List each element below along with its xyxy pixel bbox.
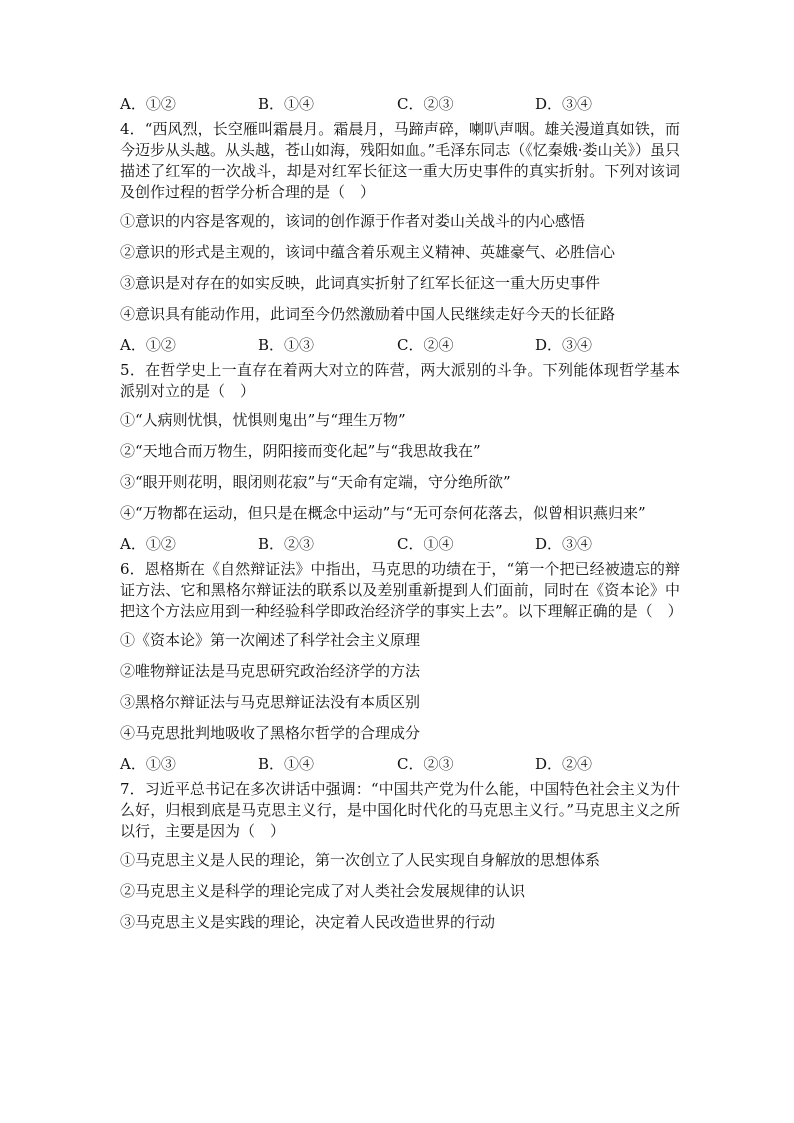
option-b[interactable]: B．②③ xyxy=(258,535,315,553)
q7-statement-1: ①马克思主义是人民的理论，第一次创立了人民实现自身解放的思想体系 xyxy=(120,851,601,869)
question-4-text: 4．“西风烈，长空雁叫霜晨月。霜晨月，马蹄声碎，喇叭声咽。雄关漫道真如铁，而今迈步从头越。从头越，苍山如海，残阳如血。”毛泽东同志（《忆秦娥·娄山关》）虽只描述了红军的一次战斗，却是对红军长征这一重大历史事件的真实折射。下列对该词及创作过程的哲学分析合理的是（ ） xyxy=(120,120,680,201)
q5-statement-4: ④“万物都在运动，但只是在概念中运动”与“无可奈何花落去，似曾相识燕归来” xyxy=(120,504,646,522)
option-a[interactable]: A．①③ xyxy=(120,755,176,773)
q7-statement-2: ②马克思主义是科学的理论完成了对人类社会发展规律的认识 xyxy=(120,882,526,900)
question-7 xyxy=(120,779,680,934)
option-d[interactable]: D．②④ xyxy=(535,755,593,773)
question-7-text: 7．习近平总书记在多次讲话中强调：“中国共产党为什么能，中国特色社会主义为什么好，归根到底是马克思主义行，是中国化时代化的马克思主义行。”马克思主义之所以行，主要是因为（ ） xyxy=(120,780,680,840)
question-4 xyxy=(120,119,680,357)
q4-options xyxy=(120,333,680,357)
question-6 xyxy=(120,559,683,776)
option-b[interactable]: B．①④ xyxy=(258,95,315,113)
q4-statement-1: ①意识的内容是客观的，该词的创作源于作者对娄山关战斗的内心感悟 xyxy=(120,212,586,230)
option-a[interactable]: A．①② xyxy=(120,336,176,354)
option-d[interactable]: D．③④ xyxy=(535,336,593,354)
q5-options xyxy=(120,532,680,556)
q6-options xyxy=(120,752,680,776)
q4-statement-4: ④意识具有能动作用，此词至今仍然激励着中国人民继续走好今天的长征路 xyxy=(120,305,616,323)
option-b[interactable]: B．①④ xyxy=(258,755,315,773)
option-c[interactable]: C．②④ xyxy=(397,336,454,354)
q6-statement-4: ④马克思批判地吸收了黑格尔哲学的合理成分 xyxy=(120,724,421,742)
exam-page xyxy=(120,92,683,941)
q5-statement-3: ③“眼开则花明，眼闭则花寂”与“天命有定端，守分绝所欲” xyxy=(120,473,511,491)
option-c[interactable]: C．②③ xyxy=(397,755,454,773)
q3-options xyxy=(120,92,680,116)
option-a[interactable]: A．①② xyxy=(120,95,176,113)
option-c[interactable]: C．②③ xyxy=(397,95,454,113)
q6-statement-2: ②唯物辩证法是马克思研究政治经济学的方法 xyxy=(120,662,421,680)
q7-statement-3: ③马克思主义是实践的理论，决定着人民改造世界的行动 xyxy=(120,913,496,931)
q5-statement-1: ①“人病则忧惧，忧惧则鬼出”与“理生万物” xyxy=(120,411,406,429)
q4-statement-2: ②意识的形式是主观的，该词中蕴含着乐观主义精神、英雄豪气、必胜信心 xyxy=(120,243,616,261)
q6-statement-1: ①《资本论》第一次阐述了科学社会主义原理 xyxy=(120,631,421,649)
question-5 xyxy=(120,360,680,556)
option-c[interactable]: C．①④ xyxy=(397,535,454,553)
option-a[interactable]: A．①② xyxy=(120,535,176,553)
question-5-text: 5．在哲学史上一直存在着两大对立的阵营，两大派别的斗争。下列能体现哲学基本派别对立的是（ ） xyxy=(120,361,680,400)
question-6-text: 6．恩格斯在《自然辩证法》中指出，马克思的功绩在于，“第一个把已经被遗忘的辩证方法、它和黑格尔辩证法的联系以及差别重新提到人们面前，同时在《资本论》中把这个方法应用到一种经验科学即政治经济学的事实上去”。以下理解正确的是（ ） xyxy=(120,560,683,620)
q4-statement-3: ③意识是对存在的如实反映，此词真实折射了红军长征这一重大历史事件 xyxy=(120,274,601,292)
option-b[interactable]: B．①③ xyxy=(258,336,315,354)
option-d[interactable]: D．③④ xyxy=(535,535,593,553)
q6-statement-3: ③黑格尔辩证法与马克思辩证法没有本质区别 xyxy=(120,693,421,711)
option-d[interactable]: D．③④ xyxy=(535,95,593,113)
q5-statement-2: ②“天地合而万物生，阴阳接而变化起”与“我思故我在” xyxy=(120,442,481,460)
